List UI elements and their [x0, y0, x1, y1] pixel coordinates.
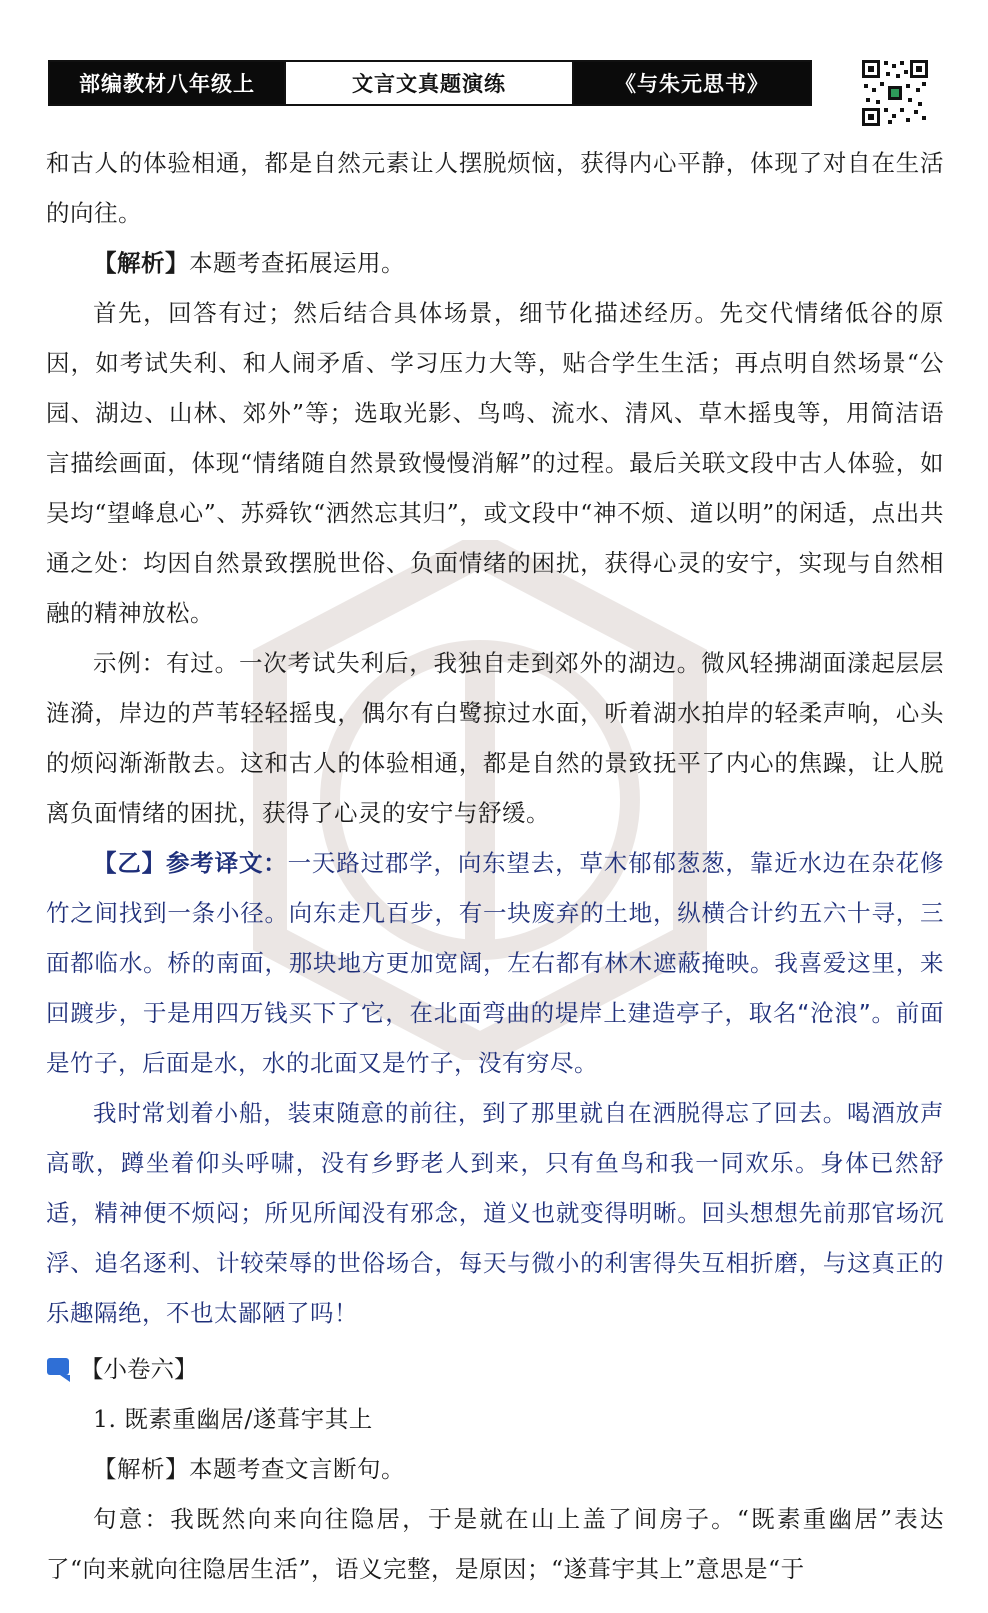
- header-textbook: 部编教材八年级上: [50, 62, 284, 104]
- translation-text-1: 一天路过郡学，向东望去，草木郁郁葱葱，靠近水边在杂花修竹之间找到一条小径。向东走几百步，有一块废弃的土地，纵横合计约五六十寻，三面都临水。桥的南面，那块地方更加宽阔，左右都有林木遮蔽掩映。我喜爱这里，来回踱步，于是用四万钱买下了它，在北面弯曲的堤岸上建造亭子，取名“沧浪”。前面是竹子，后面是水，水的北面又是竹子，没有穷尽。: [46, 849, 945, 1077]
- qr-code-icon: [860, 58, 930, 128]
- question-1: 1. 既素重幽居/遂葺宇其上: [93, 1405, 373, 1433]
- analysis-text: 本题考查拓展运用。: [189, 249, 405, 277]
- question-1-analysis-text: 本题考查文言断句。: [189, 1455, 405, 1483]
- question-1-tag: 【解析】: [93, 1455, 189, 1483]
- analysis-tag: 【解析】: [93, 249, 189, 277]
- question-1-analysis: [46, 1444, 944, 1494]
- section-title: 【小卷六】: [80, 1355, 198, 1383]
- header-section: 文言文真题演练: [284, 62, 574, 104]
- section-heading: [46, 1344, 944, 1394]
- translation-paragraph-2: 我时常划着小船，装束随意的前往，到了那里就自在洒脱得忘了回去。喝酒放声高歌，蹲坐着仰头呼啸，没有乡野老人到来，只有鱼鸟和我一同欢乐。身体已然舒适，精神便不烦闷；所见所闻没有邪念，道义也就变得明晰。回头想想先前那官场沉浮、追名逐利、计较荣辱的世俗场合，每天与微小的利害得失互相折磨，与这真正的乐趣隔绝，不也太鄙陋了吗！: [46, 1099, 944, 1327]
- example-paragraph: 示例：有过。一次考试失利后，我独自走到郊外的湖边。微风轻拂湖面漾起层层涟漪，岸边的芦苇轻轻摇曳，偶尔有白鹭掠过水面，听着湖水拍岸的轻柔声响，心头的烦闷渐渐散去。这和古人的体验相通，都是自然的景致抚平了内心的焦躁，让人脱离负面情绪的困扰，获得了心灵的安宁与舒缓。: [46, 649, 944, 827]
- translation-lead: 【乙】参考译文：: [93, 849, 288, 877]
- question-1-body: 句意：我既然向来向往隐居，于是就在山上盖了间房子。“既素重幽居”表达了“向来就向往隐居生活”，语义完整，是原因；“遂葺宇其上”意思是“于: [46, 1505, 944, 1583]
- chat-bubble-icon: [46, 1356, 76, 1382]
- answer-paragraph: 和古人的体验相通，都是自然元素让人摆脱烦恼，获得内心平静，体现了对自在生活的向往。: [46, 149, 944, 227]
- header-bar: [48, 60, 812, 106]
- method-paragraph: 首先，回答有过；然后结合具体场景，细节化描述经历。先交代情绪低谷的原因，如考试失利、和人闹矛盾、学习压力大等，贴合学生生活；再点明自然场景“公园、湖边、山林、郊外”等；选取光影、鸟鸣、流水、清风、草木摇曳等，用简洁语言描绘画面，体现“情绪随自然景致慢慢消解”的过程。最后关联文段中古人体验，如吴均“望峰息心”、苏舜钦“洒然忘其归”，或文段中“神不烦、道以明”的闲适，点出共通之处：均因自然景致摆脱世俗、负面情绪的困扰，获得心灵的安宁，实现与自然相融的精神放松。: [46, 299, 944, 627]
- analysis-paragraph: [46, 238, 944, 288]
- translation-paragraph-1: [46, 838, 944, 1088]
- page-content: [46, 138, 944, 1594]
- header-title: 《与朱元思书》: [574, 62, 810, 104]
